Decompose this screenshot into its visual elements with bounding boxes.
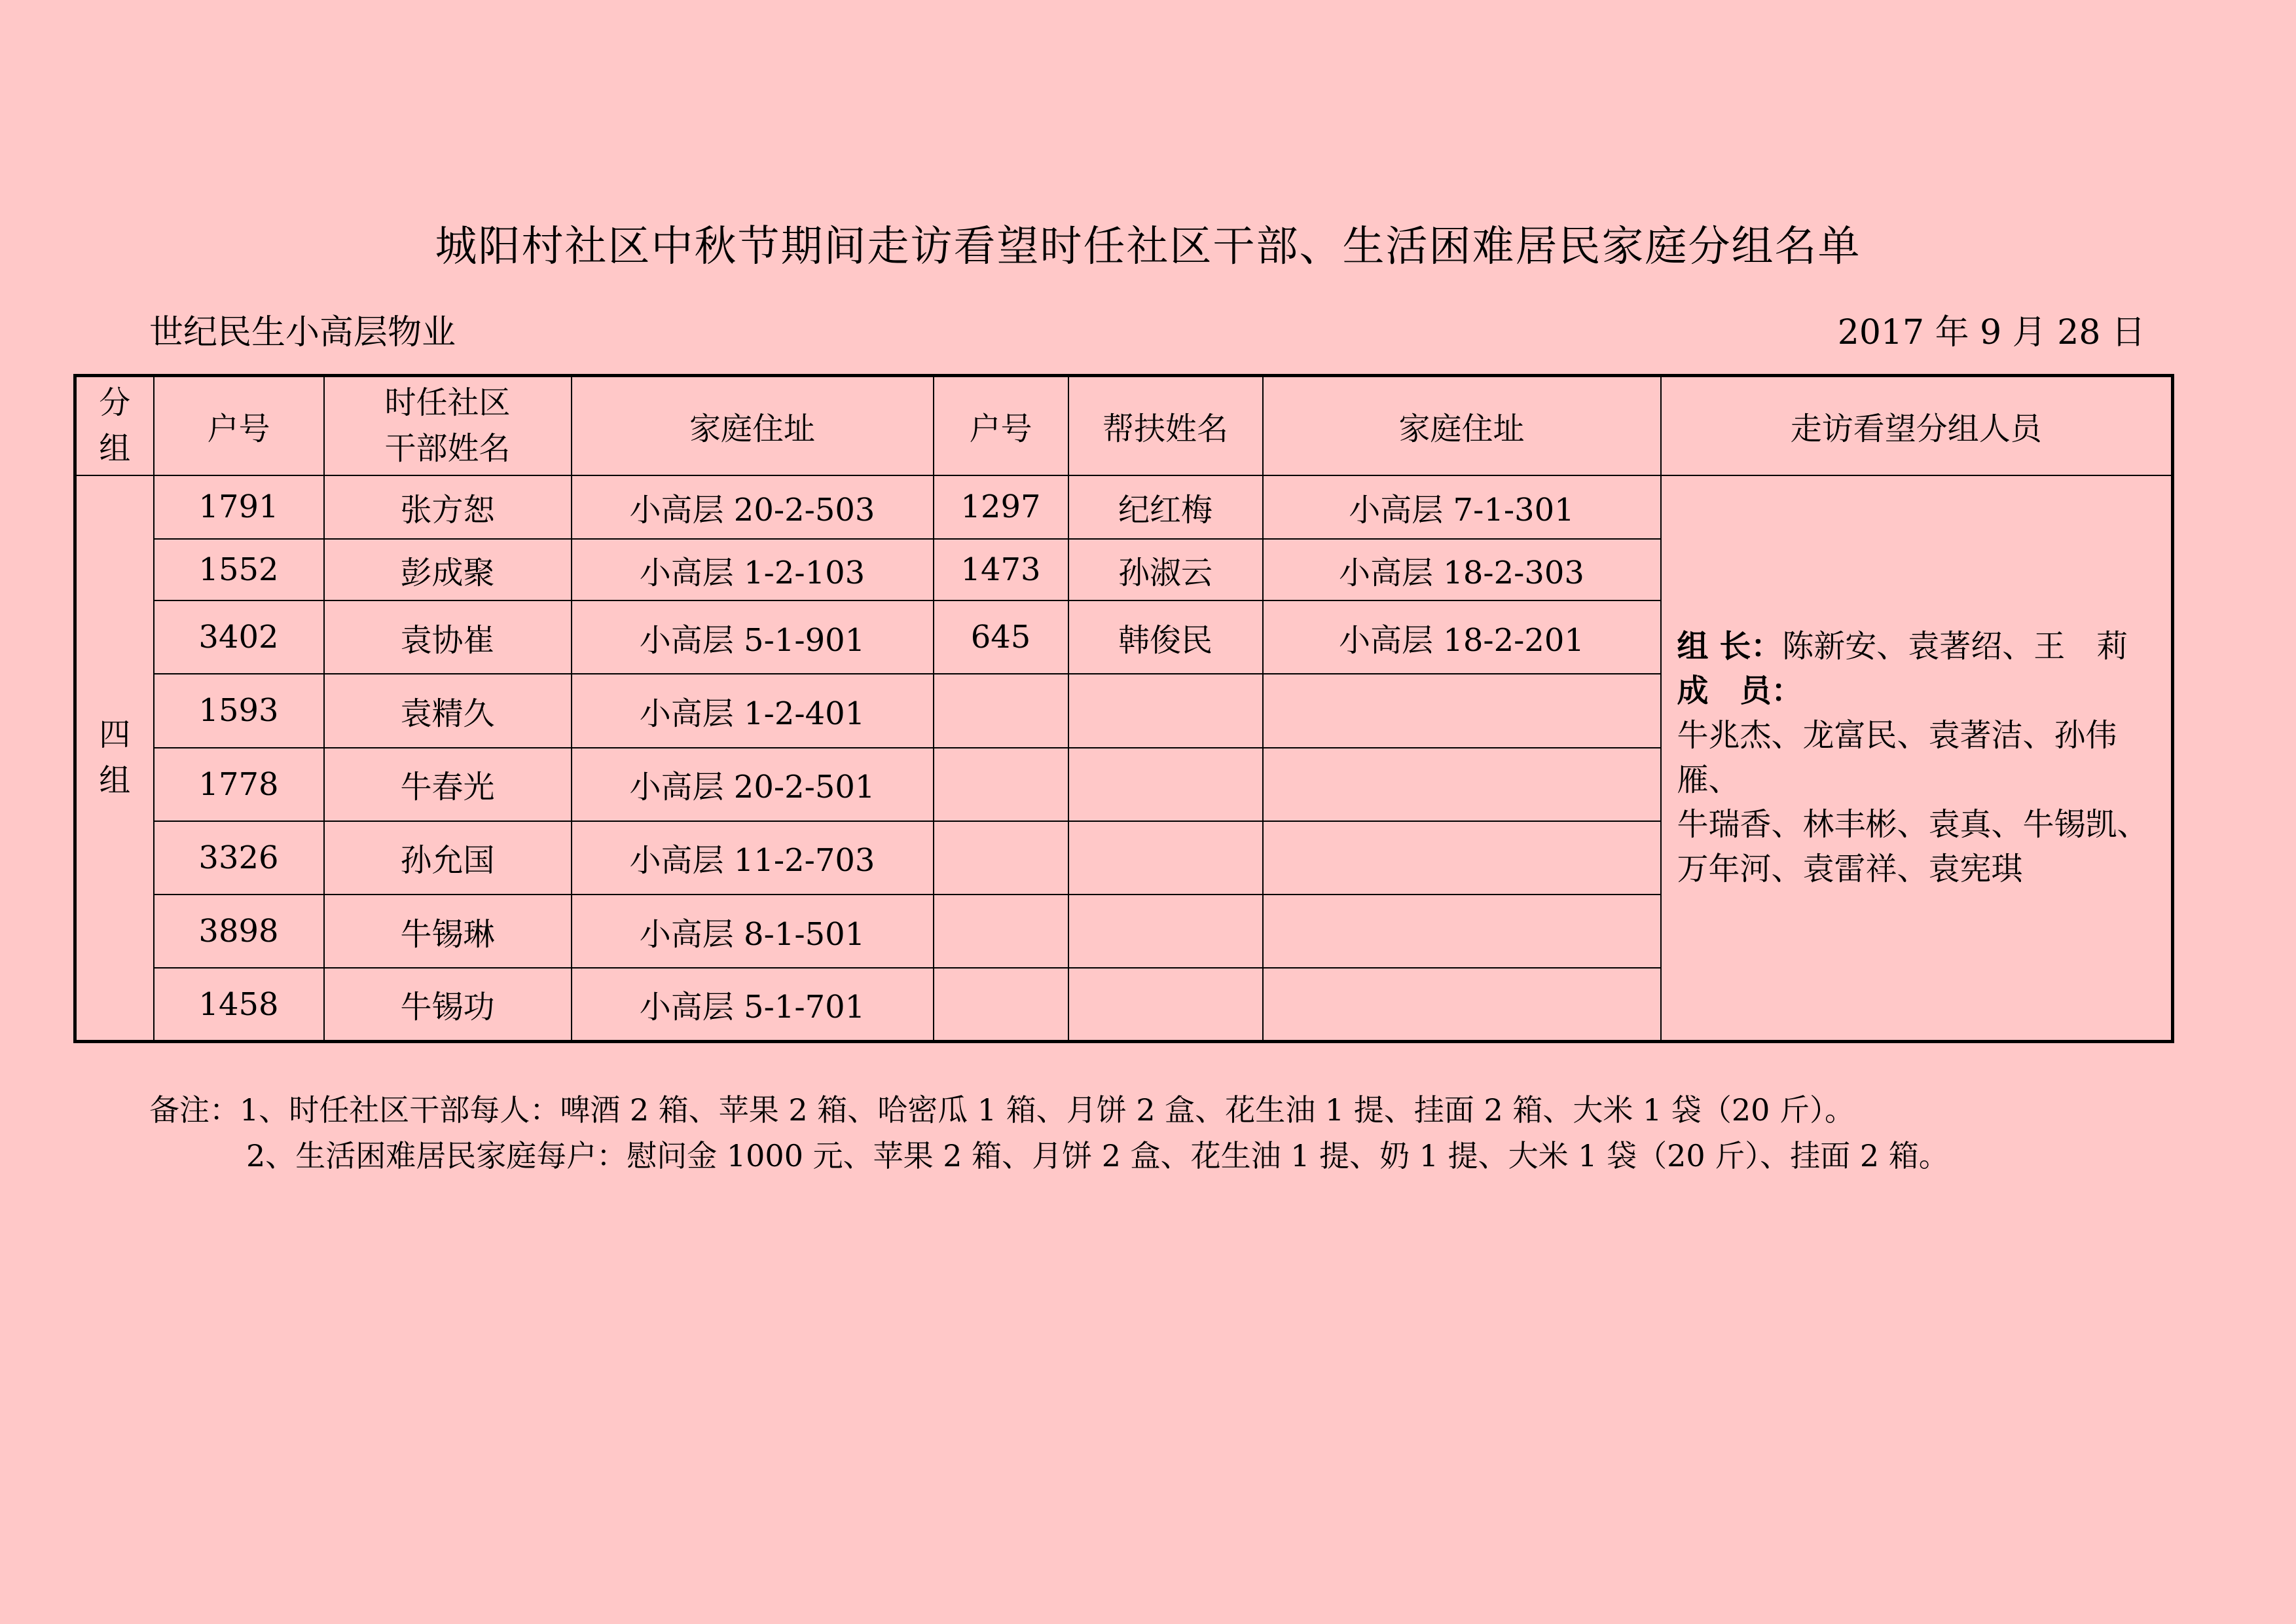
cadre-name: 牛春光	[324, 748, 572, 821]
cadre-name: 孙允国	[324, 821, 572, 895]
cadre-name: 彭成聚	[324, 539, 572, 600]
header-household-no: 户号	[154, 376, 324, 475]
household-no-2	[934, 821, 1068, 895]
header-household-no-2: 户号	[934, 376, 1068, 475]
property-name: 世纪民生小高层物业	[149, 313, 456, 352]
address-2	[1263, 748, 1661, 821]
members-label-line	[1677, 669, 2165, 713]
household-no: 1778	[154, 748, 324, 821]
aid-name: 韩俊民	[1068, 600, 1263, 674]
address-2: 小高层 18-2-201	[1263, 600, 1661, 674]
header-cadre-name: 时任社区 干部姓名	[324, 376, 572, 475]
address: 小高层 20-2-501	[572, 748, 934, 821]
address: 小高层 20-2-503	[572, 475, 934, 539]
cadre-name: 牛锡琳	[324, 895, 572, 968]
aid-name	[1068, 895, 1263, 968]
household-no: 3402	[154, 600, 324, 674]
address: 小高层 1-2-401	[572, 674, 934, 747]
members-line: 万年河、袁雷祥、袁宪琪	[1677, 851, 2023, 888]
address-2	[1263, 821, 1661, 895]
leader-label: 组 长：	[1677, 628, 1783, 665]
household-no-2	[934, 674, 1068, 747]
header-address-2: 家庭住址	[1263, 376, 1661, 475]
group-label: 四 组	[75, 475, 154, 1042]
address-2: 小高层 18-2-303	[1263, 539, 1661, 600]
header-aid-name: 帮扶姓名	[1068, 376, 1263, 475]
household-no-2: 1297	[934, 475, 1068, 539]
note-line: 2、生活困难居民家庭每户：慰问金 1000 元、苹果 2 箱、月饼 2 盒、花生油 1 提、奶 1 提、大米 1 袋（20 斤）、挂面 2 箱。	[246, 1138, 1949, 1173]
household-no: 1593	[154, 674, 324, 747]
document-date: 2017 年 9 月 28 日	[1837, 313, 2145, 352]
household-no: 1552	[154, 539, 324, 600]
address: 小高层 5-1-901	[572, 600, 934, 674]
note-line: 备注：1、时任社区干部每人：啤酒 2 箱、苹果 2 箱、哈密瓜 1 箱、月饼 2 盒、花生油 1 提、挂面 2 箱、大米 1 袋（20 斤）。	[149, 1092, 1855, 1128]
aid-name	[1068, 968, 1263, 1041]
address-2	[1263, 968, 1661, 1041]
address-2	[1263, 895, 1661, 968]
address: 小高层 1-2-103	[572, 539, 934, 600]
cadre-name: 袁精久	[324, 674, 572, 747]
household-no-2	[934, 895, 1068, 968]
household-no-2	[934, 968, 1068, 1041]
address: 小高层 8-1-501	[572, 895, 934, 968]
header-visit-members: 走访看望分组人员	[1661, 376, 2173, 475]
leader-line	[1677, 624, 2165, 669]
members-line: 牛瑞香、林丰彬、袁真、牛锡凯、	[1677, 806, 2149, 843]
cadre-name: 张方恕	[324, 475, 572, 539]
address-2	[1263, 674, 1661, 747]
aid-name: 纪红梅	[1068, 475, 1263, 539]
table-row	[75, 475, 2173, 539]
household-no: 3898	[154, 895, 324, 968]
page-title: 城阳村社区中秋节期间走访看望时任社区干部、生活困难居民家庭分组名单	[435, 223, 1861, 271]
notes	[149, 1087, 1949, 1179]
address: 小高层 11-2-703	[572, 821, 934, 895]
header-address: 家庭住址	[572, 376, 934, 475]
visit-members-cell	[1661, 475, 2173, 1042]
aid-name	[1068, 674, 1263, 747]
household-no: 3326	[154, 821, 324, 895]
household-no: 1791	[154, 475, 324, 539]
household-no-2	[934, 748, 1068, 821]
leader-names: 陈新安、袁著绍、王 莉	[1782, 628, 2128, 665]
address-2: 小高层 7-1-301	[1263, 475, 1661, 539]
aid-name: 孙淑云	[1068, 539, 1263, 600]
address: 小高层 5-1-701	[572, 968, 934, 1041]
household-no-2: 645	[934, 600, 1068, 674]
aid-name	[1068, 748, 1263, 821]
grouping-table	[73, 374, 2174, 1043]
members-label: 成 员：	[1677, 673, 1803, 710]
household-no: 1458	[154, 968, 324, 1041]
table-header-row	[75, 376, 2173, 475]
aid-name	[1068, 821, 1263, 895]
members-line: 牛兆杰、龙富民、袁著洁、孙伟雁、	[1677, 717, 2117, 799]
header-group: 分 组	[75, 376, 154, 475]
cadre-name: 袁协崔	[324, 600, 572, 674]
cadre-name: 牛锡功	[324, 968, 572, 1041]
household-no-2: 1473	[934, 539, 1068, 600]
